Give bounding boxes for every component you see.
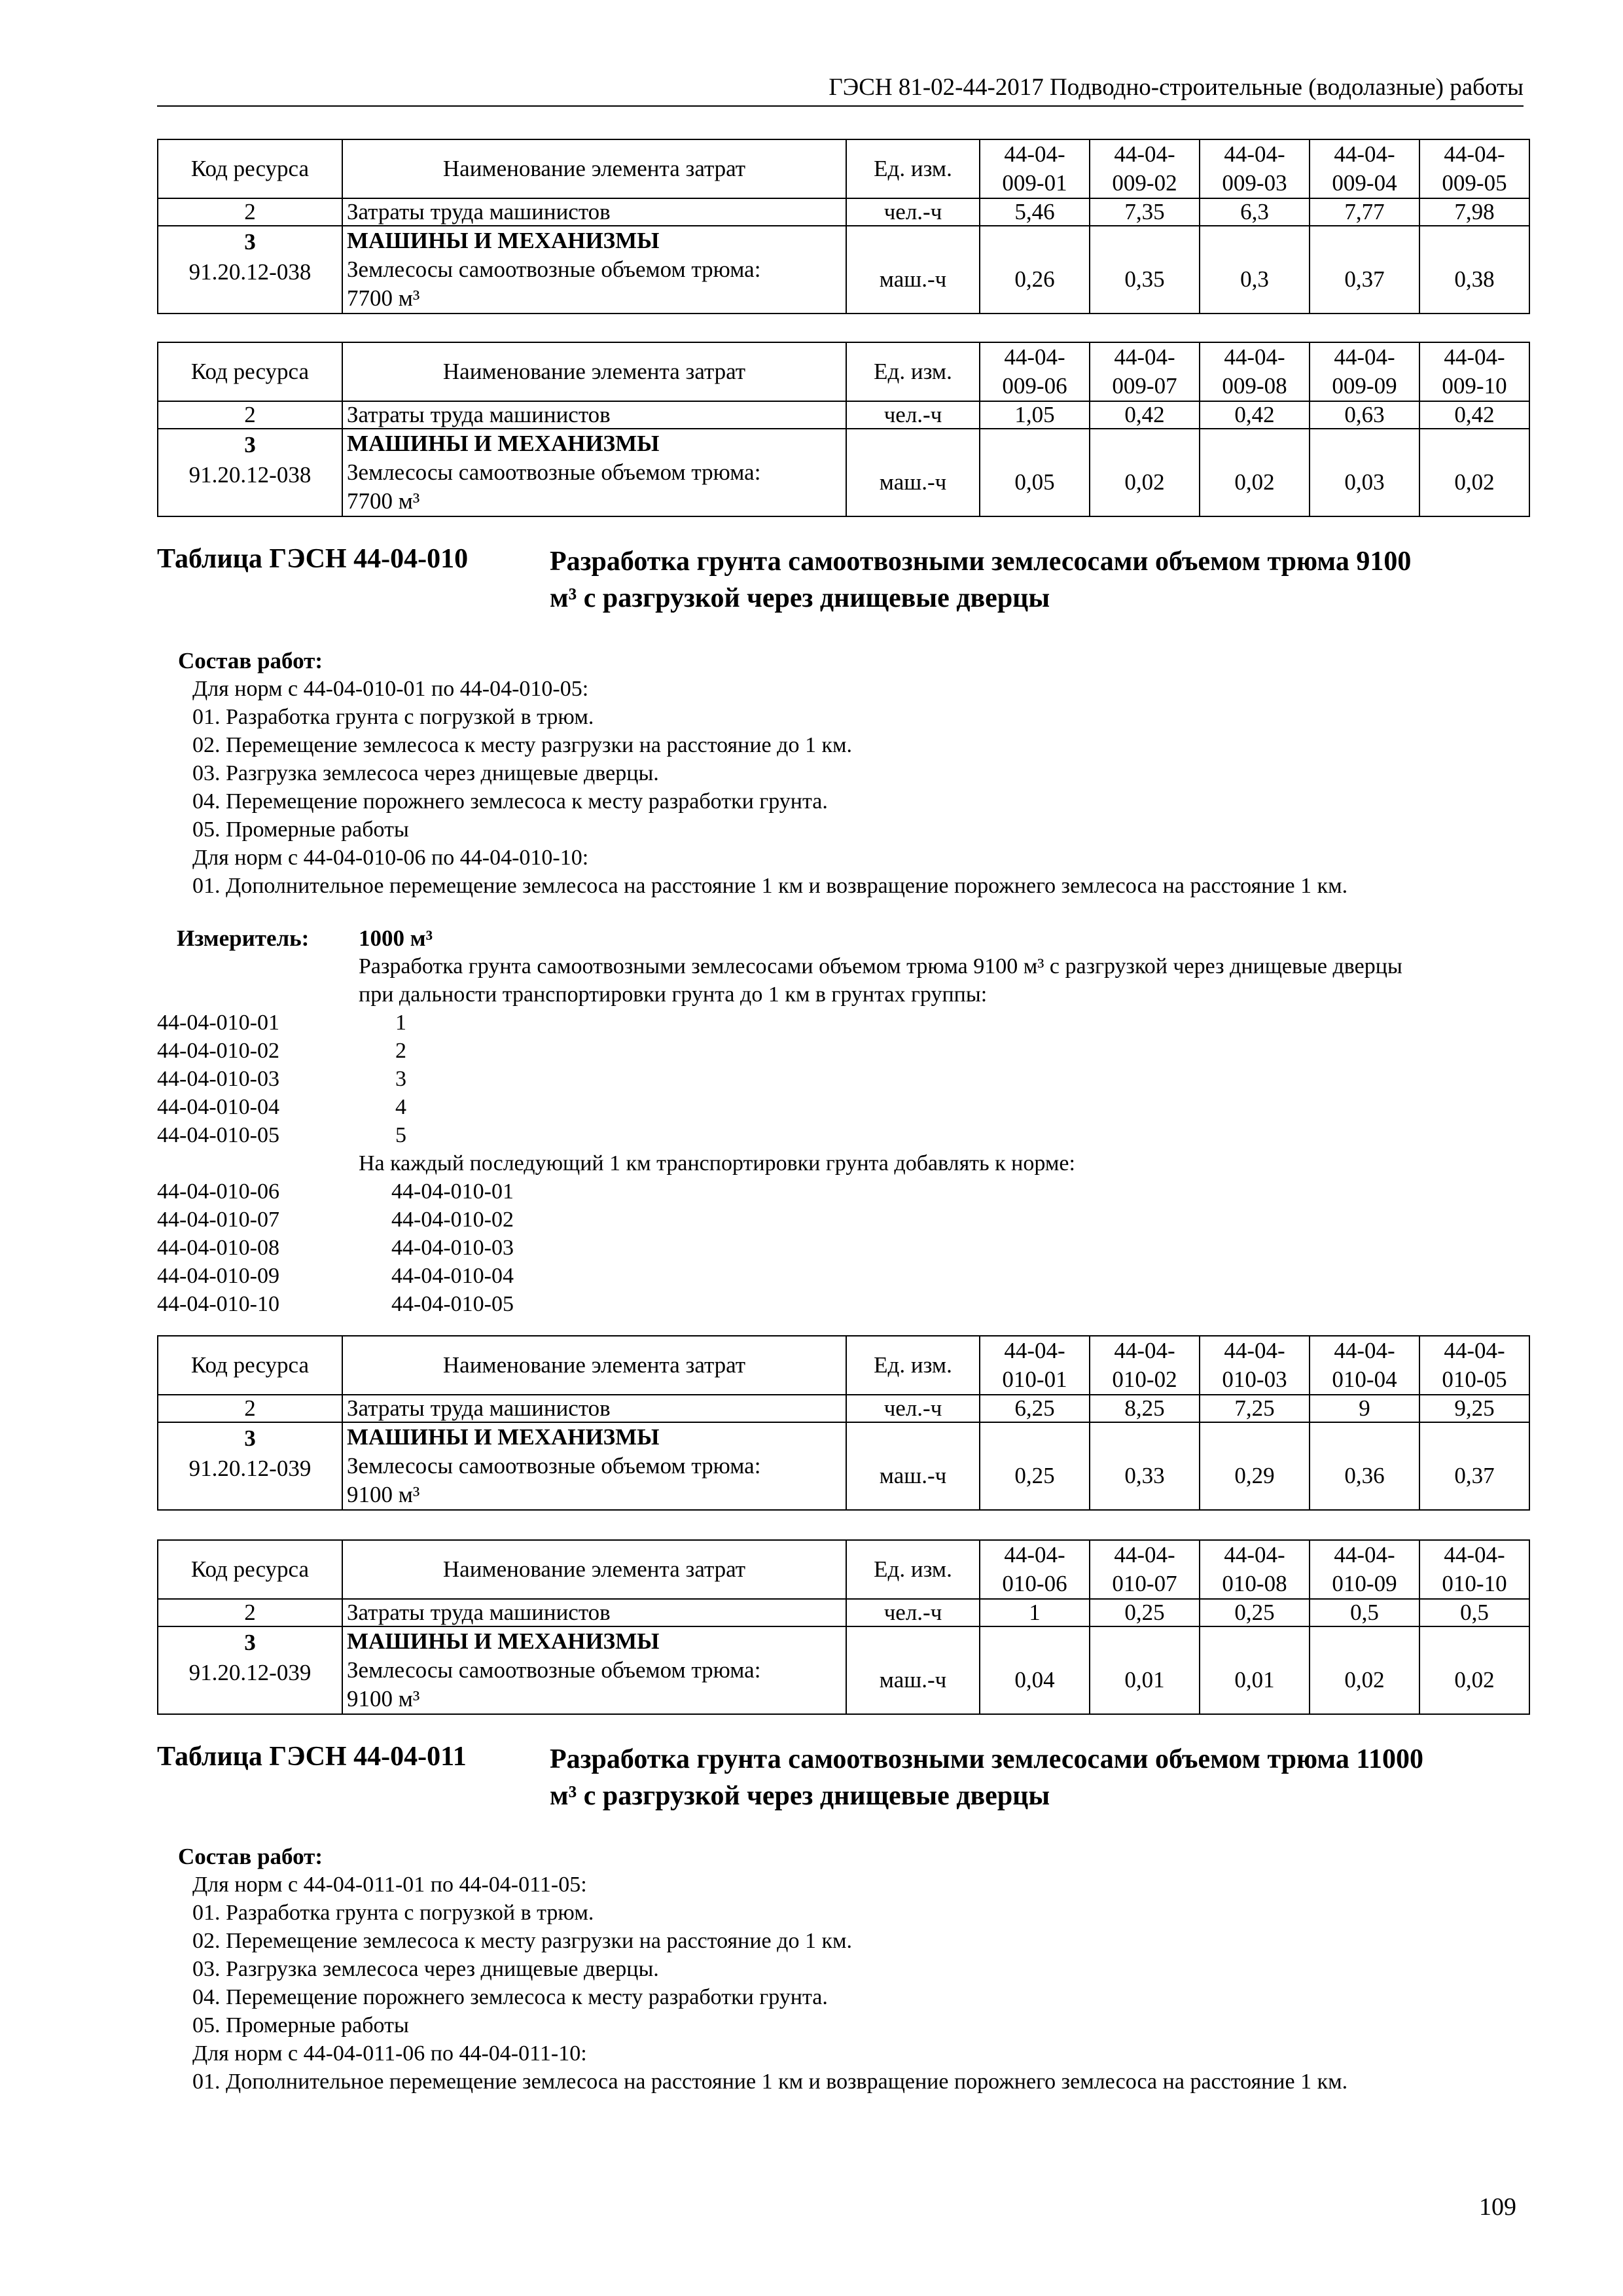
machine-unit: маш.-ч — [846, 429, 980, 516]
machine-value: 0,02 — [1200, 429, 1310, 516]
composition-line: 01. Разработка грунта с погрузкой в трюм. — [192, 705, 594, 729]
header-row — [158, 1336, 1529, 1395]
labor-name: Затраты труда машинистов — [342, 1395, 846, 1422]
machine-value: 0,35 — [1090, 226, 1200, 314]
labor-value: 0,42 — [1090, 401, 1200, 429]
norm-code: 44-04-010-03 — [157, 1067, 279, 1091]
col-header-norm: 44-04-010-10 — [1419, 1540, 1529, 1599]
table-title: Разработка грунта самоотвозными землесосами объемом трюма 9100 м³ с разгрузкой через днищевые дверцы — [550, 547, 1412, 613]
machine-name: Землесосы самоотвозные объемом трюма: — [347, 1453, 761, 1479]
resource-code: 91.20.12-038 — [188, 259, 312, 285]
labor-name: Затраты труда машинистов — [342, 1599, 846, 1626]
labor-name: Затраты труда машинистов — [342, 401, 846, 429]
resource-table — [157, 342, 1530, 517]
labor-value: 9,25 — [1419, 1395, 1529, 1422]
measure-unit: 1000 м³ — [359, 925, 433, 951]
resource-code: 91.20.12-039 — [188, 1660, 312, 1685]
group-row — [157, 1009, 681, 1037]
machine-value: 0,02 — [1090, 429, 1200, 516]
header-row — [158, 139, 1529, 198]
machine-code-cell — [158, 1422, 342, 1510]
resource-code: 91.20.12-038 — [188, 462, 312, 488]
machine-value: 0,3 — [1200, 226, 1310, 314]
labor-value: 0,42 — [1419, 401, 1529, 429]
col-header-norm: 44-04-009-06 — [980, 342, 1090, 401]
norm-code: 44-04-010-05 — [157, 1123, 279, 1147]
header-row — [158, 1540, 1529, 1599]
col-header-unit: Ед. изм. — [846, 1336, 980, 1395]
machines-row — [158, 429, 1529, 516]
col-header-code: Код ресурса — [158, 342, 342, 401]
machine-code-cell — [158, 1626, 342, 1714]
col-header-name: Наименование элемента затрат — [342, 139, 846, 198]
labor-value: 9 — [1310, 1395, 1419, 1422]
labor-value: 5,46 — [980, 198, 1090, 226]
base-norm: 44-04-010-05 — [391, 1292, 514, 1316]
machine-value: 0,02 — [1419, 429, 1529, 516]
col-header-code: Код ресурса — [158, 139, 342, 198]
machines-title: МАШИНЫ И МЕХАНИЗМЫ — [347, 1424, 660, 1450]
norm-code: 44-04-010-01 — [157, 1011, 279, 1035]
work-composition-010 — [178, 647, 1347, 900]
machine-code-cell — [158, 429, 342, 516]
col-header-norm: 44-04-009-02 — [1090, 139, 1200, 198]
norm-code: 44-04-010-06 — [157, 1179, 279, 1204]
add-row — [157, 1290, 681, 1318]
machines-row — [158, 1422, 1529, 1510]
machine-capacity: 9100 м³ — [347, 1686, 420, 1712]
col-header-norm: 44-04-010-09 — [1310, 1540, 1419, 1599]
labor-row — [158, 198, 1529, 226]
machine-unit: маш.-ч — [846, 1626, 980, 1714]
labor-row — [158, 1599, 1529, 1626]
labor-value: 0,5 — [1310, 1599, 1419, 1626]
section-code: 3 — [244, 1426, 256, 1451]
table-label: Таблица ГЭСН 44-04-011 — [157, 1742, 467, 1772]
machine-value: 0,37 — [1419, 1422, 1529, 1510]
col-header-name: Наименование элемента затрат — [342, 1336, 846, 1395]
col-header-norm: 44-04-009-08 — [1200, 342, 1310, 401]
labor-value: 7,98 — [1419, 198, 1529, 226]
composition-line: Для норм с 44-04-010-01 по 44-04-010-05: — [192, 677, 589, 701]
col-header-unit: Ед. изм. — [846, 342, 980, 401]
labor-code: 2 — [158, 401, 342, 429]
machine-unit: маш.-ч — [846, 226, 980, 314]
col-header-norm: 44-04-009-07 — [1090, 342, 1200, 401]
machine-value: 0,01 — [1090, 1626, 1200, 1714]
resource-table — [157, 1539, 1530, 1715]
section-code: 3 — [244, 432, 256, 457]
base-norm: 44-04-010-04 — [391, 1264, 514, 1288]
resource-table-009-a — [157, 139, 1534, 314]
composition-line: 02. Перемещение землесоса к месту разгрузки на расстояние до 1 км. — [192, 733, 852, 757]
col-header-name: Наименование элемента затрат — [342, 342, 846, 401]
composition-line: 01. Разработка грунта с погрузкой в трюм. — [192, 1901, 594, 1925]
composition-line: 01. Дополнительное перемещение землесоса на расстояние 1 км и возвращение порожнего землесоса на расстояние 1 км. — [192, 874, 1348, 898]
norm-code: 44-04-010-09 — [157, 1264, 279, 1288]
group-row — [157, 1037, 681, 1065]
col-header-norm: 44-04-010-07 — [1090, 1540, 1200, 1599]
norm-code: 44-04-010-04 — [157, 1095, 279, 1119]
machine-value: 0,29 — [1200, 1422, 1310, 1510]
machine-capacity: 7700 м³ — [347, 285, 420, 311]
col-header-norm: 44-04-010-02 — [1090, 1336, 1200, 1395]
col-header-unit: Ед. изм. — [846, 139, 980, 198]
soil-group: 5 — [395, 1123, 406, 1147]
col-header-norm: 44-04-010-04 — [1310, 1336, 1419, 1395]
measure-description: Разработка грунта самоотвозными землесосами объемом трюма 9100 м³ с разгрузкой через днищевые дверцы при дальности транспортировки грунта до 1 км в грунтах группы: — [359, 954, 1402, 1007]
labor-value: 1 — [980, 1599, 1090, 1626]
measure-label: Измеритель: — [177, 925, 310, 951]
resource-code: 91.20.12-039 — [188, 1456, 312, 1481]
add-row — [157, 1177, 681, 1206]
machine-value: 0,33 — [1090, 1422, 1200, 1510]
section-code: 3 — [244, 1630, 256, 1655]
machines-title: МАШИНЫ И МЕХАНИЗМЫ — [347, 1628, 660, 1654]
labor-code: 2 — [158, 198, 342, 226]
labor-value: 6,25 — [980, 1395, 1090, 1422]
machine-name: Землесосы самоотвозные объемом трюма: — [347, 459, 761, 485]
col-header-norm: 44-04-010-06 — [980, 1540, 1090, 1599]
work-composition-011 — [178, 1842, 1347, 2096]
resource-table-010-a — [157, 1335, 1534, 1511]
col-header-unit: Ед. изм. — [846, 1540, 980, 1599]
machine-name-cell — [342, 226, 846, 314]
composition-line: 05. Промерные работы — [192, 2013, 409, 2037]
machine-value: 0,36 — [1310, 1422, 1419, 1510]
add-row — [157, 1206, 681, 1234]
base-norm: 44-04-010-03 — [391, 1236, 514, 1260]
add-note: На каждый последующий 1 км транспортировки грунта добавлять к норме: — [359, 1151, 1075, 1175]
machine-value: 0,02 — [1419, 1626, 1529, 1714]
resource-table-009-b — [157, 342, 1534, 517]
machine-name-cell — [342, 429, 846, 516]
labor-value: 6,3 — [1200, 198, 1310, 226]
soil-group: 2 — [395, 1039, 406, 1063]
composition-line: 04. Перемещение порожнего землесоса к месту разработки грунта. — [192, 1985, 828, 2009]
norm-code: 44-04-010-08 — [157, 1236, 279, 1260]
composition-line: 05. Промерные работы — [192, 817, 409, 842]
machine-value: 0,04 — [980, 1626, 1090, 1714]
add-row — [157, 1262, 681, 1290]
col-header-norm: 44-04-010-08 — [1200, 1540, 1310, 1599]
base-norm: 44-04-010-02 — [391, 1208, 514, 1232]
machine-name: Землесосы самоотвозные объемом трюма: — [347, 257, 761, 282]
composition-line: 01. Дополнительное перемещение землесоса на расстояние 1 км и возвращение порожнего землесоса на расстояние 1 км. — [192, 2070, 1348, 2094]
col-header-code: Код ресурса — [158, 1540, 342, 1599]
table-label: Таблица ГЭСН 44-04-010 — [157, 544, 469, 574]
labor-unit: чел.-ч — [846, 1395, 980, 1422]
labor-value: 1,05 — [980, 401, 1090, 429]
labor-row — [158, 401, 1529, 429]
machines-row — [158, 226, 1529, 314]
page-number: 109 — [1479, 2193, 1516, 2221]
composition-line: Для норм с 44-04-011-06 по 44-04-011-10: — [192, 2041, 587, 2066]
table-title: Разработка грунта самоотвозными землесосами объемом трюма 11000 м³ с разгрузкой через днищевые дверцы — [550, 1744, 1423, 1811]
col-header-code: Код ресурса — [158, 1336, 342, 1395]
col-header-norm: 44-04-010-05 — [1419, 1336, 1529, 1395]
col-header-norm: 44-04-010-03 — [1200, 1336, 1310, 1395]
labor-value: 0,25 — [1090, 1599, 1200, 1626]
machine-value: 0,01 — [1200, 1626, 1310, 1714]
labor-code: 2 — [158, 1395, 342, 1422]
composition-line: 03. Разгрузка землесоса через днищевые дверцы. — [192, 1957, 659, 1981]
labor-value: 7,35 — [1090, 198, 1200, 226]
col-header-name: Наименование элемента затрат — [342, 1540, 846, 1599]
group-row — [157, 1121, 681, 1149]
col-header-norm: 44-04-009-03 — [1200, 139, 1310, 198]
labor-value: 0,42 — [1200, 401, 1310, 429]
soil-group: 1 — [395, 1011, 406, 1035]
labor-row — [158, 1395, 1529, 1422]
soil-group: 4 — [395, 1095, 406, 1119]
machine-value: 0,25 — [980, 1422, 1090, 1510]
labor-value: 0,25 — [1200, 1599, 1310, 1626]
machine-name: Землесосы самоотвозные объемом трюма: — [347, 1657, 761, 1683]
col-header-norm: 44-04-010-01 — [980, 1336, 1090, 1395]
composition-line: 04. Перемещение порожнего землесоса к месту разработки грунта. — [192, 789, 828, 814]
group-row — [157, 1065, 681, 1093]
running-header: ГЭСН 81-02-44-2017 Подводно-строительные (водолазные) работы — [157, 73, 1524, 107]
machine-value: 0,26 — [980, 226, 1090, 314]
base-norm: 44-04-010-01 — [391, 1179, 514, 1204]
machine-value: 0,38 — [1419, 226, 1529, 314]
machine-value: 0,02 — [1310, 1626, 1419, 1714]
labor-unit: чел.-ч — [846, 198, 980, 226]
machine-capacity: 9100 м³ — [347, 1482, 420, 1507]
composition-line: 02. Перемещение землесоса к месту разгрузки на расстояние до 1 км. — [192, 1929, 852, 1953]
machine-value: 0,37 — [1310, 226, 1419, 314]
header-row — [158, 342, 1529, 401]
composition-line: Для норм с 44-04-011-01 по 44-04-011-05: — [192, 1873, 587, 1897]
resource-table — [157, 139, 1530, 314]
labor-unit: чел.-ч — [846, 401, 980, 429]
add-row — [157, 1234, 681, 1262]
machines-row — [158, 1626, 1529, 1714]
machines-title: МАШИНЫ И МЕХАНИЗМЫ — [347, 431, 660, 456]
labor-value: 7,77 — [1310, 198, 1419, 226]
labor-code: 2 — [158, 1599, 342, 1626]
resource-table-010-b — [157, 1539, 1534, 1715]
col-header-norm: 44-04-009-01 — [980, 139, 1090, 198]
composition-line: 03. Разгрузка землесоса через днищевые дверцы. — [192, 761, 659, 785]
labor-value: 8,25 — [1090, 1395, 1200, 1422]
machine-name-cell — [342, 1422, 846, 1510]
labor-value: 0,63 — [1310, 401, 1419, 429]
machine-value: 0,05 — [980, 429, 1090, 516]
composition-line: Для норм с 44-04-010-06 по 44-04-010-10: — [192, 846, 589, 870]
norm-code: 44-04-010-10 — [157, 1292, 279, 1316]
col-header-norm: 44-04-009-05 — [1419, 139, 1529, 198]
resource-table — [157, 1335, 1530, 1511]
composition-heading: Состав работ: — [178, 1844, 323, 1869]
group-row — [157, 1093, 681, 1121]
col-header-norm: 44-04-009-09 — [1310, 342, 1419, 401]
labor-value: 0,5 — [1419, 1599, 1529, 1626]
machine-value: 0,03 — [1310, 429, 1419, 516]
col-header-norm: 44-04-009-04 — [1310, 139, 1419, 198]
norm-code: 44-04-010-02 — [157, 1039, 279, 1063]
labor-unit: чел.-ч — [846, 1599, 980, 1626]
machine-capacity: 7700 м³ — [347, 488, 420, 514]
norm-code: 44-04-010-07 — [157, 1208, 279, 1232]
composition-heading: Состав работ: — [178, 648, 323, 673]
section-code: 3 — [244, 229, 256, 255]
soil-group: 3 — [395, 1067, 406, 1091]
labor-value: 7,25 — [1200, 1395, 1310, 1422]
col-header-norm: 44-04-009-10 — [1419, 342, 1529, 401]
machines-title: МАШИНЫ И МЕХАНИЗМЫ — [347, 228, 660, 253]
labor-name: Затраты труда машинистов — [342, 198, 846, 226]
machine-unit: маш.-ч — [846, 1422, 980, 1510]
machine-name-cell — [342, 1626, 846, 1714]
machine-code-cell — [158, 226, 342, 314]
